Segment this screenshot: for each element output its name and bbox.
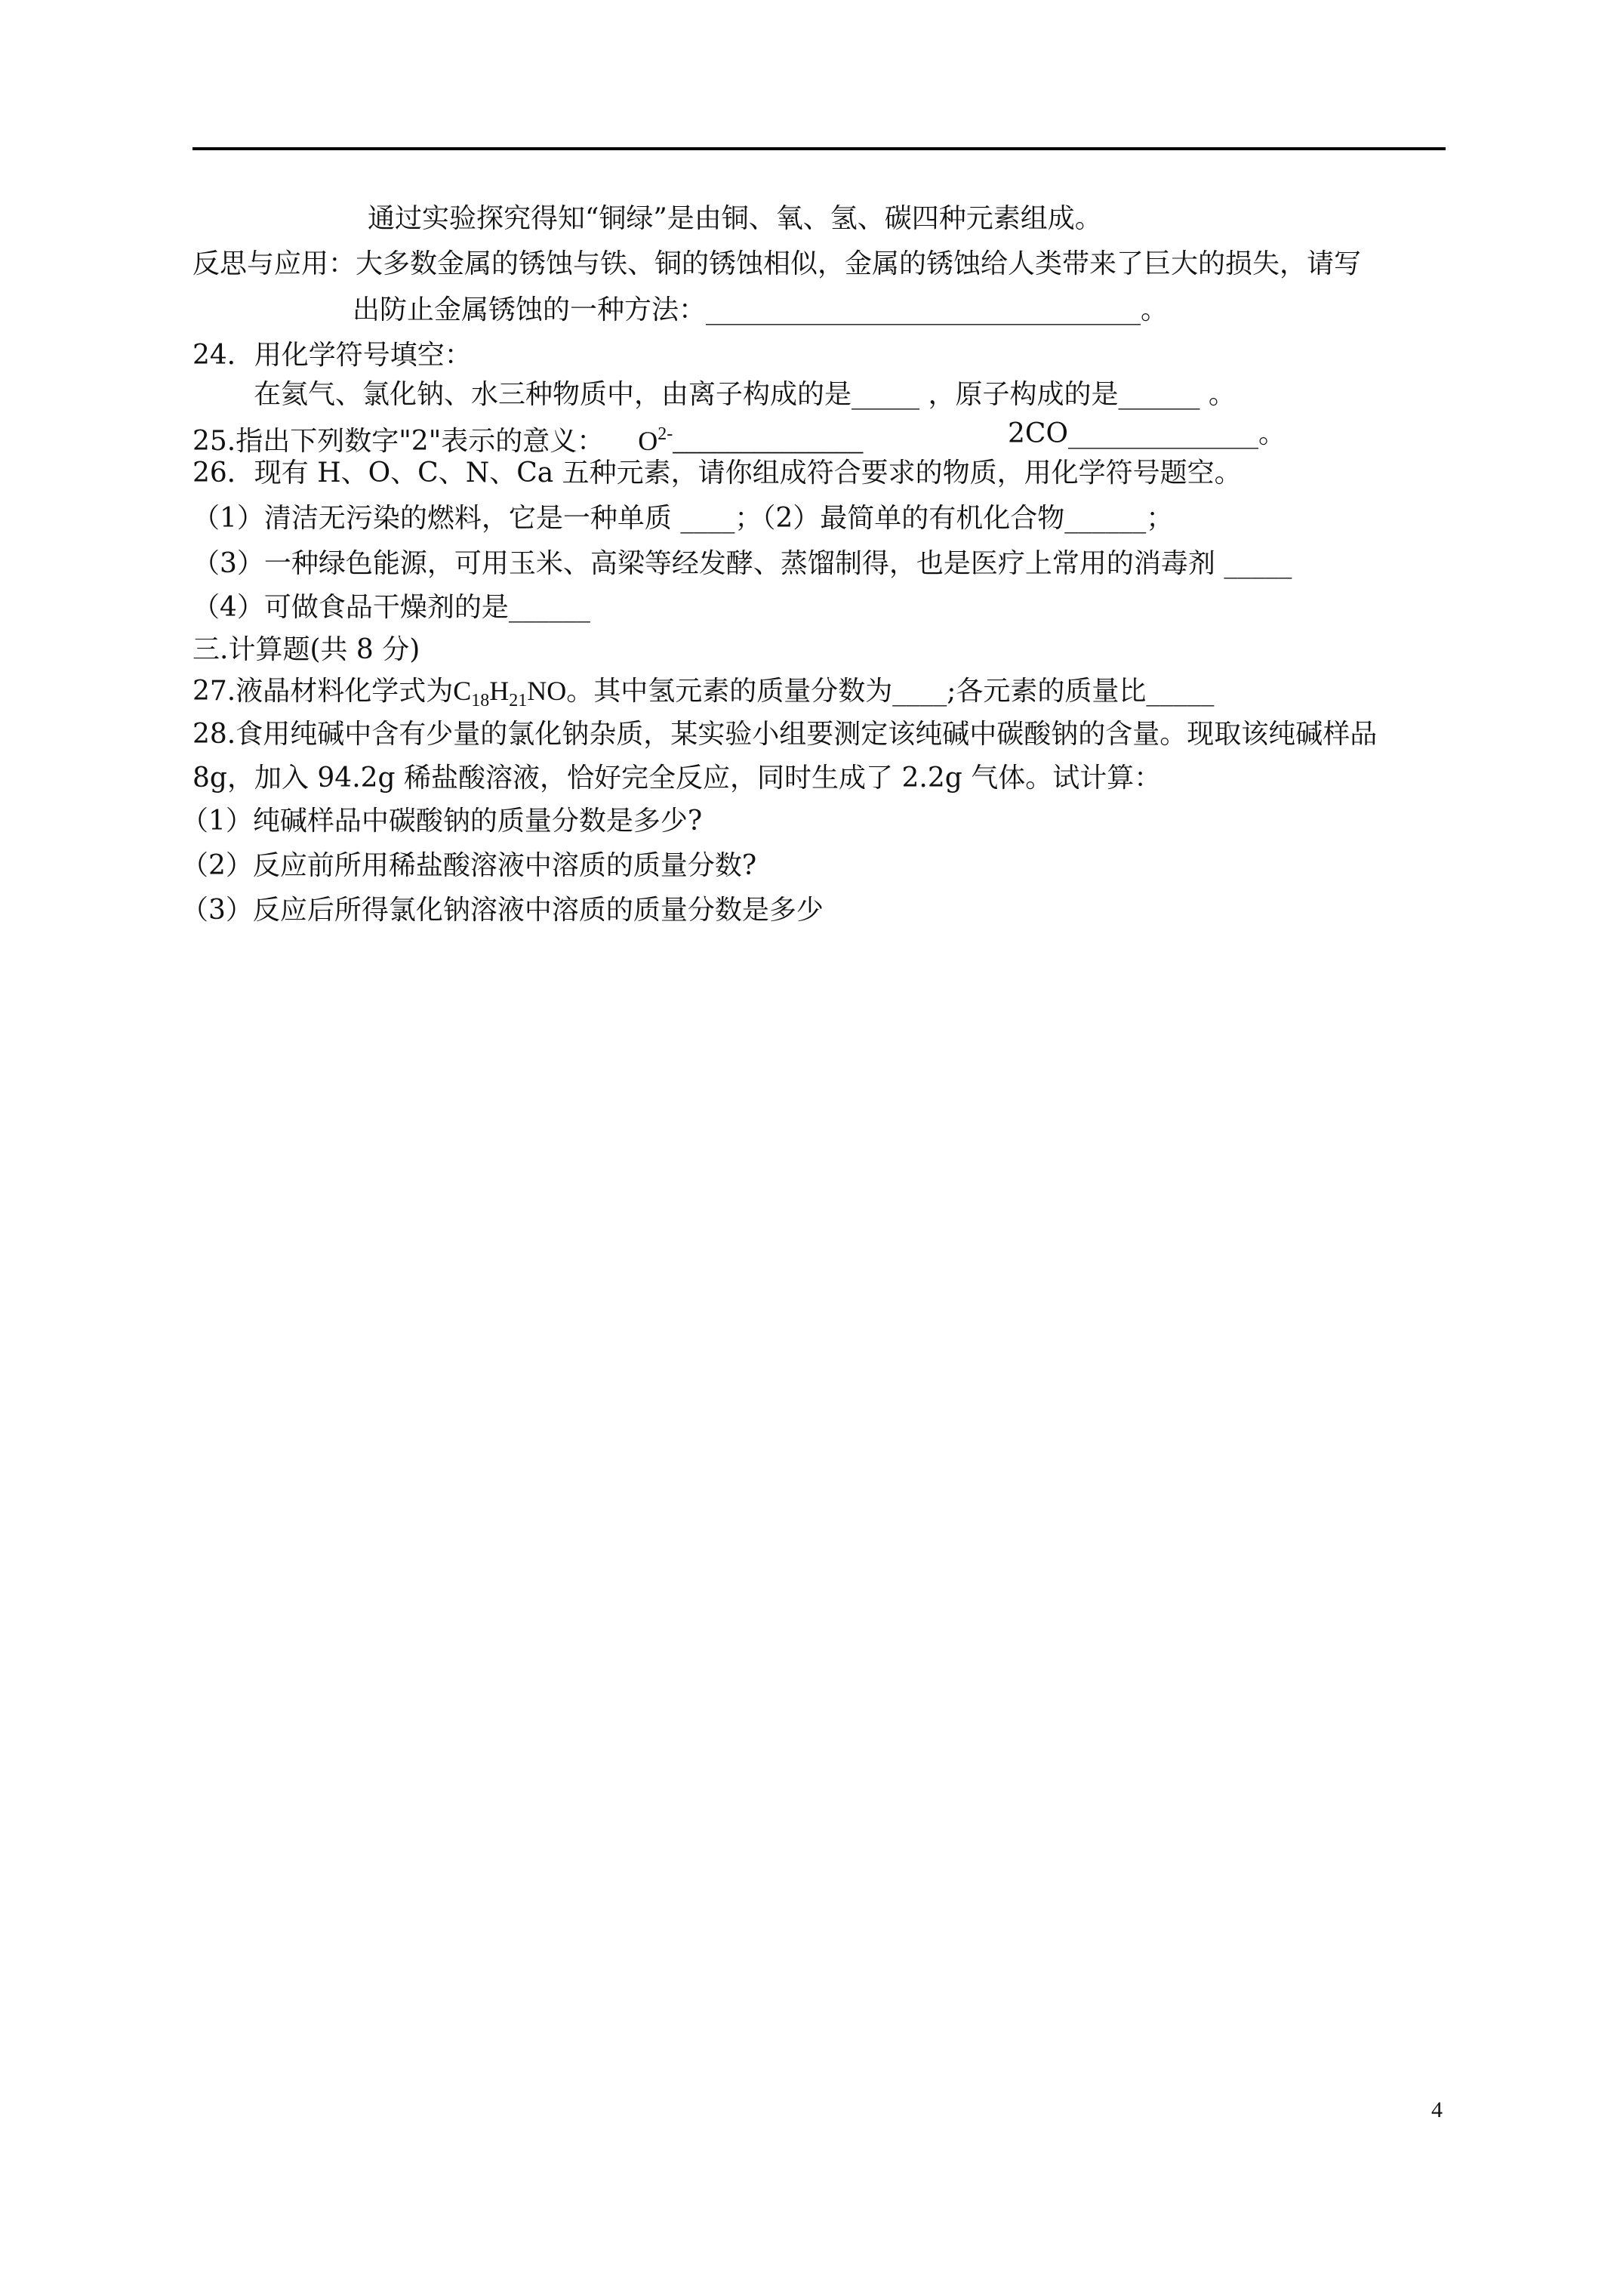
formula-hydrogen: H: [489, 676, 510, 706]
question-27: [192, 673, 1214, 718]
question-28-part-2: （2）反应前所用稀盐酸溶液中溶质的质量分数?: [181, 850, 757, 881]
formula-carbon-count: 18: [471, 691, 490, 710]
text-line-reflection: 反思与应用：大多数金属的锈蚀与铁、铜的锈蚀相似，金属的锈蚀给人类带来了巨大的损失，请写: [192, 248, 1362, 279]
question-26-part-1-2: （1）清洁无污染的燃料，它是一种单质 ____；（2）最简单的有机化合物______；: [192, 503, 1174, 534]
question-24-body: 在氦气、氯化钠、水三种物质中，由离子构成的是_____ ，原子构成的是______ 。: [254, 379, 1236, 410]
formula-no: NO: [527, 676, 567, 706]
question-27-prefix: 27.液晶材料化学式为: [192, 676, 454, 707]
formula-carbon: C: [453, 676, 472, 706]
question-26-part-3: （3）一种绿色能源，可用玉米、高梁等经发酵、蒸馏制得，也是医疗上常用的消毒剂 _____: [192, 548, 1292, 579]
page-number: 4: [1431, 2097, 1443, 2122]
question-28-part-3: （3）反应后所得氯化钠溶液中溶质的质量分数是多少: [181, 895, 824, 926]
oxide-ion-charge: 2-: [658, 424, 673, 444]
section-3-heading: 三.计算题(共 8 分): [192, 634, 420, 665]
question-26-title: 26．现有 H、O、C、N、Ca 五种元素，请你组成符合要求的物质，用化学符号题空。: [192, 458, 1242, 488]
text-line-rust-method: 出防止金属锈蚀的一种方法：________________________________。: [353, 294, 1169, 325]
question-26-part-4: （4）可做食品干燥剂的是______: [192, 592, 590, 623]
question-27-suffix: 。其中氢元素的质量分数为____;各元素的质量比_____: [566, 676, 1215, 707]
oxide-ion-symbol: O: [638, 426, 658, 456]
question-28-line-2: 8g，加入 94.2g 稀盐酸溶液，恰好完全反应，同时生成了 2.2g 气体。试计算：: [192, 763, 1162, 794]
question-28-part-1: （1）纯碱样品中碳酸钠的质量分数是多少?: [181, 806, 703, 837]
question-24-title: 24．用化学符号填空：: [192, 340, 472, 371]
oxide-ion-blank: ______________: [673, 426, 864, 456]
question-25: [192, 417, 863, 459]
question-25-prefix: 25.指出下列数字"2"表示的意义：: [192, 426, 605, 457]
text-line-copper-green: 通过实验探究得知“铜绿”是由铜、氧、氢、碳四种元素组成。: [368, 203, 1102, 234]
question-28-line-1: 28.食用纯碱中含有少量的氯化钠杂质，某实验小组要测定该纯碱中碳酸钠的含量。现取该纯碱样品: [192, 719, 1378, 750]
question-25-co: 2CO______________。: [1008, 418, 1286, 449]
formula-hydrogen-count: 21: [509, 691, 528, 710]
header-rule: [192, 147, 1446, 150]
